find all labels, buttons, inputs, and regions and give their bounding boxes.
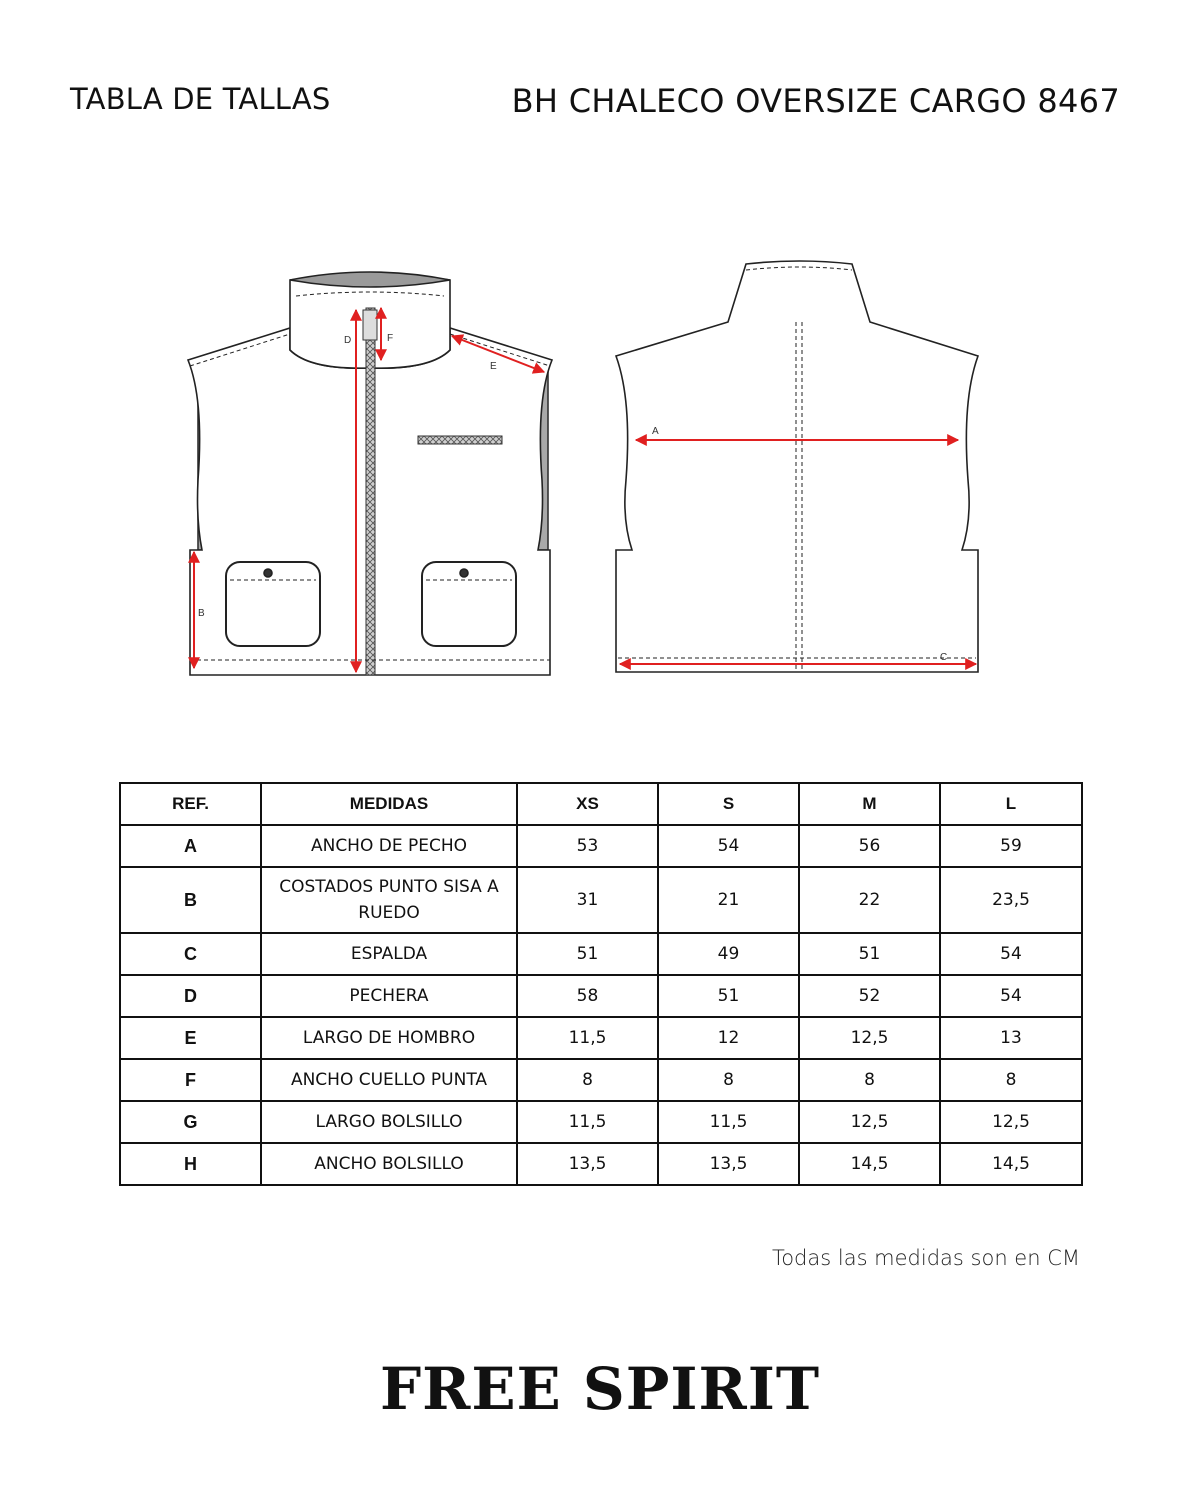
cell-s: 11,5: [658, 1101, 799, 1143]
table-row: [120, 1101, 1082, 1143]
cell-ref: C: [120, 933, 261, 975]
cell-l: 23,5: [940, 867, 1082, 933]
label-e: E: [490, 361, 497, 372]
cell-s: 54: [658, 825, 799, 867]
cell-l: 54: [940, 933, 1082, 975]
label-d: D: [344, 335, 352, 346]
product-title: BH CHALECO OVERSIZE CARGO 8467: [511, 82, 1120, 120]
cell-medida: ESPALDA: [261, 933, 517, 975]
header-ref: REF.: [120, 783, 261, 825]
cell-ref: F: [120, 1059, 261, 1101]
header-xs: XS: [517, 783, 658, 825]
back-view: [616, 261, 978, 672]
cell-l: 54: [940, 975, 1082, 1017]
cell-xs: 31: [517, 867, 658, 933]
cell-m: 14,5: [799, 1143, 940, 1185]
cell-xs: 51: [517, 933, 658, 975]
cell-medida: LARGO DE HOMBRO: [261, 1017, 517, 1059]
front-view: [188, 272, 552, 675]
label-a: A: [652, 426, 659, 437]
cell-medida: PECHERA: [261, 975, 517, 1017]
cell-s: 49: [658, 933, 799, 975]
cell-medida: ANCHO CUELLO PUNTA: [261, 1059, 517, 1101]
cell-s: 21: [658, 867, 799, 933]
table-row: [120, 825, 1082, 867]
label-f: F: [387, 333, 394, 344]
cell-s: 13,5: [658, 1143, 799, 1185]
page-title-left: TABLA DE TALLAS: [70, 82, 331, 116]
cell-ref: G: [120, 1101, 261, 1143]
cell-m: 52: [799, 975, 940, 1017]
header-m: M: [799, 783, 940, 825]
cell-m: 56: [799, 825, 940, 867]
header-medidas: MEDIDAS: [261, 783, 517, 825]
table-header-row: [120, 783, 1082, 825]
cell-l: 8: [940, 1059, 1082, 1101]
vest-technical-drawing: [160, 250, 1020, 690]
cell-xs: 11,5: [517, 1017, 658, 1059]
cell-m: 22: [799, 867, 940, 933]
cell-m: 8: [799, 1059, 940, 1101]
table-row: [120, 1017, 1082, 1059]
label-b: B: [198, 608, 205, 619]
cell-ref: E: [120, 1017, 261, 1059]
table-row: [120, 1059, 1082, 1101]
cell-medida: COSTADOS PUNTO SISA A RUEDO: [261, 867, 517, 933]
label-c: C: [940, 652, 948, 663]
table-row: [120, 1143, 1082, 1185]
cell-l: 14,5: [940, 1143, 1082, 1185]
cell-medida: ANCHO BOLSILLO: [261, 1143, 517, 1185]
units-note: Todas las medidas son en CM: [771, 1246, 1080, 1270]
table-row: [120, 933, 1082, 975]
cell-s: 12: [658, 1017, 799, 1059]
cell-xs: 13,5: [517, 1143, 658, 1185]
table-row: [120, 975, 1082, 1017]
cell-xs: 53: [517, 825, 658, 867]
header-s: S: [658, 783, 799, 825]
cell-m: 51: [799, 933, 940, 975]
table-row: [120, 867, 1082, 933]
cell-l: 13: [940, 1017, 1082, 1059]
cell-medida: LARGO BOLSILLO: [261, 1101, 517, 1143]
size-table: [119, 782, 1083, 1186]
cell-xs: 8: [517, 1059, 658, 1101]
cell-l: 12,5: [940, 1101, 1082, 1143]
header-l: L: [940, 783, 1082, 825]
cell-ref: H: [120, 1143, 261, 1185]
cell-m: 12,5: [799, 1017, 940, 1059]
cell-s: 51: [658, 975, 799, 1017]
cell-l: 59: [940, 825, 1082, 867]
cell-m: 12,5: [799, 1101, 940, 1143]
cell-s: 8: [658, 1059, 799, 1101]
brand-logo: FREE SPIRIT: [379, 1355, 821, 1423]
cell-ref: B: [120, 867, 261, 933]
cell-ref: D: [120, 975, 261, 1017]
cell-ref: A: [120, 825, 261, 867]
cell-xs: 11,5: [517, 1101, 658, 1143]
cell-xs: 58: [517, 975, 658, 1017]
cell-medida: ANCHO DE PECHO: [261, 825, 517, 867]
